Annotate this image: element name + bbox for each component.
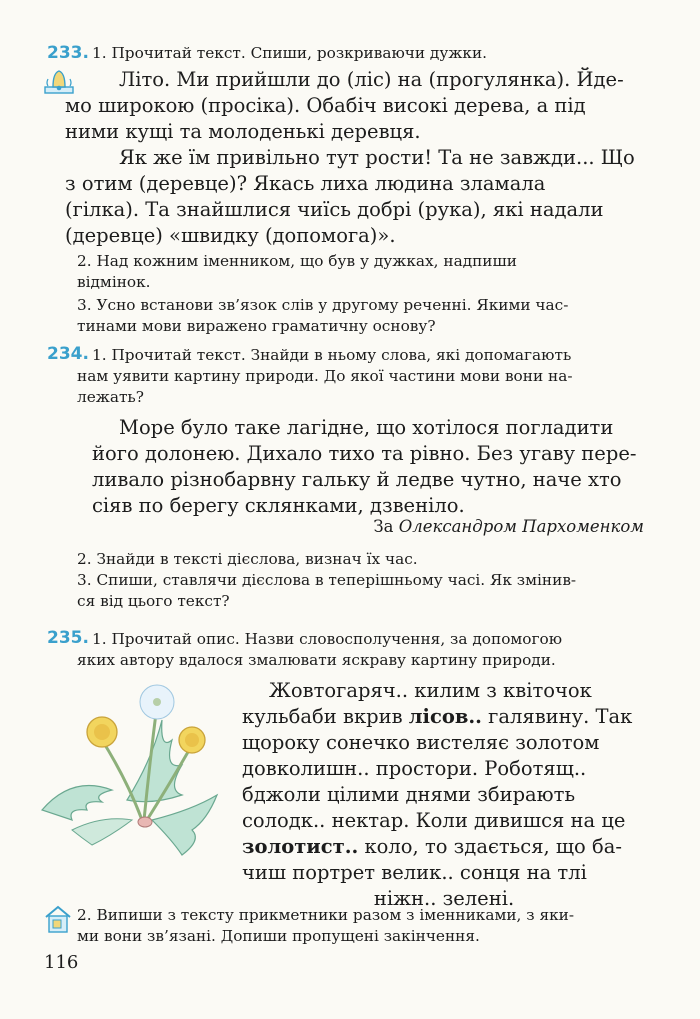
text-line: ними кущі та молоденькі деревця. xyxy=(65,120,421,143)
exercise-number: 234. xyxy=(47,344,89,364)
text-line: з отим (деревце)? Якась лиха людина зламала xyxy=(65,172,546,195)
task-line: 2. Випиши з тексту прикметники разом з іменниками, з яки- xyxy=(77,906,575,924)
exercise-number: 235. xyxy=(47,628,89,648)
page-number: 116 xyxy=(44,952,79,973)
task-2: 2. Над кожним іменником, що був у дужках, надпиши xyxy=(77,252,517,270)
task-2: 2. Знайди в тексті дієслова, визнач їх час. xyxy=(77,550,418,568)
text-line: солодк.. нектар. Коли дивишся на це xyxy=(242,809,626,832)
task-line: лежать? xyxy=(77,388,144,406)
text-line: бджоли цілими днями збирають xyxy=(242,783,576,806)
house-icon xyxy=(44,904,72,934)
text-line: чиш портрет велик.. сонця на тлі xyxy=(242,861,587,884)
task-line: яких автору вдалося змалювати яскраву картину природи. xyxy=(77,651,556,669)
text-line xyxy=(242,704,646,730)
text-line: Літо. Ми прийшли до (ліс) на (прогулянка). Йде- xyxy=(119,68,624,91)
task-line: 1. Прочитай опис. Назви словосполучення, за допомогою xyxy=(92,630,563,648)
task-1 xyxy=(77,345,647,408)
text-line xyxy=(242,834,646,860)
author-prefix: За xyxy=(373,517,399,536)
exercise-text xyxy=(92,415,646,519)
author-attribution xyxy=(373,517,644,536)
text-line: його долонею. Дихало тихо та рівно. Без угаву пере- xyxy=(92,442,637,465)
text-line: Жовтогаряч.. килим з квіточок xyxy=(269,679,592,702)
task-1: 1. Прочитай текст. Спиши, розкриваючи дужки. xyxy=(92,44,488,62)
task-1 xyxy=(77,629,647,671)
text-line: ніжн.. зелені. xyxy=(373,887,515,910)
task-3: 3. Усно встанови зв’язок слів у другому реченні. Якими час- xyxy=(77,296,569,314)
author-name: Олександром Пархоменком xyxy=(398,517,644,536)
task-3-cont: тинами мови виражено граматичну основу? xyxy=(77,317,436,335)
text-line: щороку сонечко вистеляє золотом xyxy=(242,731,600,754)
task-3-cont: ся від цього текст? xyxy=(77,592,230,610)
text-part: галявину. Так xyxy=(481,705,633,728)
text-line: Як же їм привільно тут рости! Та не завжди... Що xyxy=(119,146,635,169)
tasks-2-3 xyxy=(77,251,647,337)
exercise-text xyxy=(242,678,646,912)
bold-word: лісов.. xyxy=(408,705,482,728)
text-line: (гілка). Та знайшлися чиїсь добрі (рука), які надали xyxy=(65,198,604,221)
exercise-number: 233. xyxy=(47,43,89,63)
text-line: довколишн.. простори. Роботящ.. xyxy=(242,757,587,780)
tasks-2-3 xyxy=(77,549,647,612)
exercise-text xyxy=(65,67,644,249)
task-line: 1. Прочитай текст. Знайди в ньому слова, які допомагають xyxy=(92,346,572,364)
task-3: 3. Спиши, ставлячи дієслова в теперішньому часі. Як змінив- xyxy=(77,571,577,589)
task-2-cont: відмінок. xyxy=(77,273,151,291)
text-line: ливало різнобарвну гальку й ледве чутно, наче хто xyxy=(92,468,622,491)
text-part: кульбаби вкрив xyxy=(242,705,409,728)
text-line: Море було таке лагідне, що хотілося погладити xyxy=(119,416,614,439)
bold-word: золотист.. xyxy=(242,835,359,858)
text-line: мо широкою (просіка). Обабіч високі дерева, а під xyxy=(65,94,586,117)
text-line: сіяв по берегу склянками, дзвеніло. xyxy=(92,494,465,517)
dandelion-illustration xyxy=(32,680,237,870)
task-2 xyxy=(77,905,647,947)
task-line: нам уявити картину природи. До якої частини мови вони на- xyxy=(77,367,573,385)
text-part: коло, то здається, що ба- xyxy=(358,835,622,858)
task-line: ми вони зв’язані. Допиши пропущені закінчення. xyxy=(77,927,480,945)
text-line: (деревце) «швидку (допомога)». xyxy=(65,224,396,247)
bell-icon xyxy=(44,65,74,95)
